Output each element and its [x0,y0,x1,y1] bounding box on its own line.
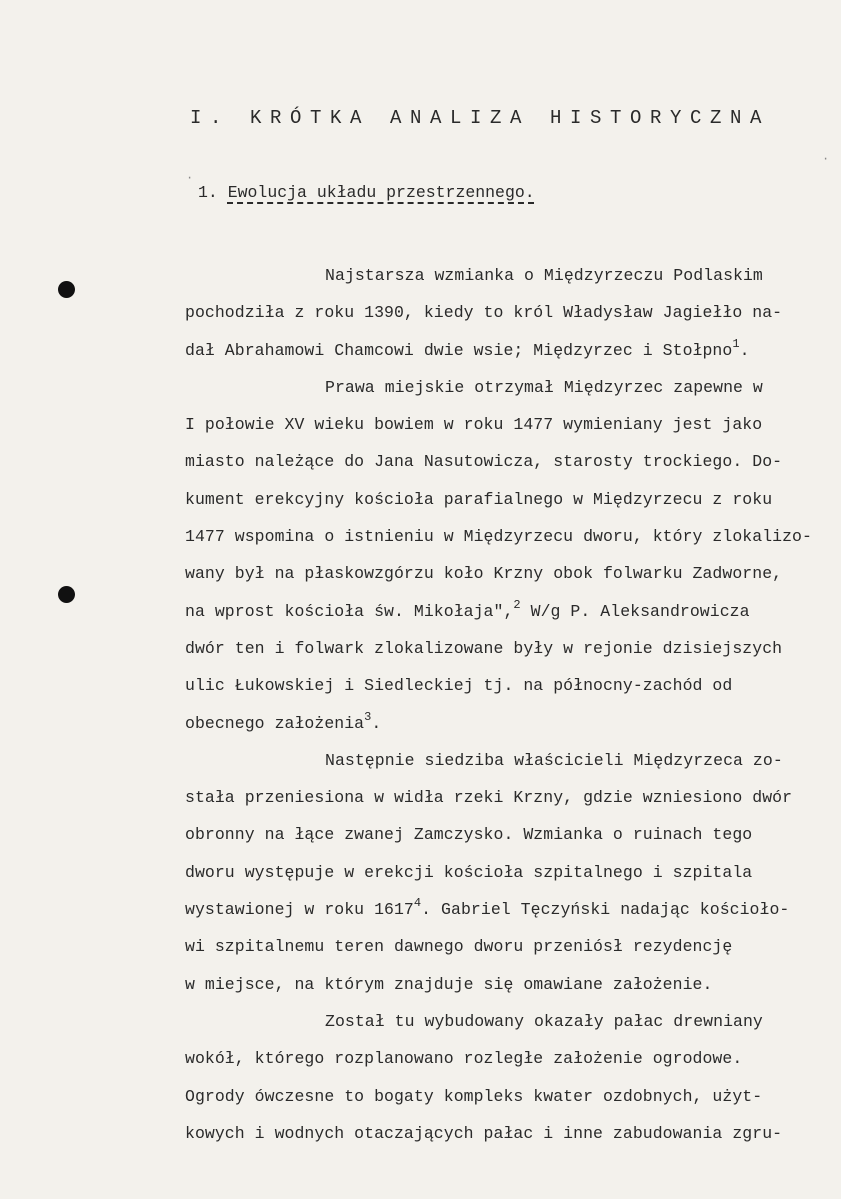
text-line [185,257,821,294]
line-text: pochodziła z roku 1390, kiedy to król Władysław Jagiełło na- [185,303,783,323]
text-line [185,593,821,630]
footnote-marker: 4 [413,896,422,911]
line-text: wi szpitalnemu teren dawnego dworu przeniósł rezydencję [185,937,733,957]
text-line [185,891,821,928]
text-line [185,816,821,853]
line-text: Został tu wybudowany okazały pałac drewniany [325,1011,763,1031]
line-text: Ogrody ówczesne to bogaty kompleks kwater ozdobnych, użyt- [185,1086,763,1106]
line-text-after: . [739,340,750,360]
text-line [185,294,821,331]
line-text-after: W/g P. Aleksandrowicza [520,601,750,621]
line-text: miasto należące do Jana Nasutowicza, starosty trockiego. Do- [185,452,783,472]
footnote-marker: 2 [513,597,521,612]
text-line [185,443,821,480]
text-line [185,1040,821,1077]
footnote-marker: 3 [364,709,372,724]
text-line [185,854,821,891]
footnote-marker: 1 [732,336,740,351]
text-line [185,742,821,779]
line-text: ulic Łukowskiej i Siedleckiej tj. na północny-zachód od [185,676,733,696]
text-line [185,630,821,667]
line-text: dworu występuje w erekcji kościoła szpitalnego i szpitala [185,862,753,882]
line-text-after: . Gabriel Tęczyński nadając kościoło- [421,900,790,920]
text-line [185,518,821,555]
line-text: kument erekcyjny kościoła parafialnego w Międzyrzecu z roku [185,489,773,509]
line-text: wany był na płaskowzgórzu koło Krzny obok folwarku Zadworne, [185,564,783,584]
line-text: Następnie siedziba właścicieli Międzyrzeca zo- [325,750,783,770]
line-text: obronny na łące zwanej Zamczysko. Wzmianka o ruinach tego [185,825,753,845]
text-line [185,928,821,965]
text-line [185,1003,821,1040]
section-number: 1. [198,183,218,202]
stray-mark: · [186,171,194,185]
line-text: na wprost kościoła św. Mikołaja", [185,601,514,621]
text-line [185,966,821,1003]
punch-hole [58,281,75,298]
text-line [185,555,821,592]
body-text [185,257,821,1152]
line-text: wystawionej w roku 1617 [185,900,414,920]
line-text-after: . [371,713,382,733]
stray-mark: · [822,152,830,166]
text-line [185,332,821,369]
section-heading [198,183,535,202]
line-text: I połowie XV wieku bowiem w roku 1477 wymieniany jest jako [185,415,763,435]
text-line [185,705,821,742]
line-text: w miejsce, na którym znajduje się omawiane założenie. [185,974,713,994]
line-text: kowych i wodnych otaczających pałac i inne zabudowania zgru- [185,1123,783,1143]
section-title: Ewolucja układu przestrzennego. [227,183,535,202]
text-line [185,1078,821,1115]
line-text: dwór ten i folwark zlokalizowane były w rejonie dzisiejszych [185,638,783,658]
line-text: obecnego założenia [185,713,365,733]
text-line [185,369,821,406]
line-text: wokół, którego rozplanowano rozległe założenie ogrodowe. [185,1049,743,1069]
text-line [185,667,821,704]
chapter-title: I. KRÓTKA ANALIZA HISTORYCZNA [190,107,771,129]
line-text: Najstarsza wzmianka o Międzyrzeczu Podlaskim [325,266,763,285]
text-line [185,1115,821,1152]
line-text: dał Abrahamowi Chamcowi dwie wsie; Międzyrzec i Stołpno [185,340,733,360]
text-line [185,779,821,816]
text-line [185,406,821,443]
line-text: Prawa miejskie otrzymał Międzyrzec zapewne w [325,377,763,397]
line-text: stała przeniesiona w widła rzeki Krzny, gdzie wzniesiono dwór [185,788,793,808]
text-line [185,481,821,518]
line-text: 1477 wspomina o istnieniu w Międzyrzecu dworu, który zlokalizo- [185,527,812,547]
punch-hole [58,586,75,603]
